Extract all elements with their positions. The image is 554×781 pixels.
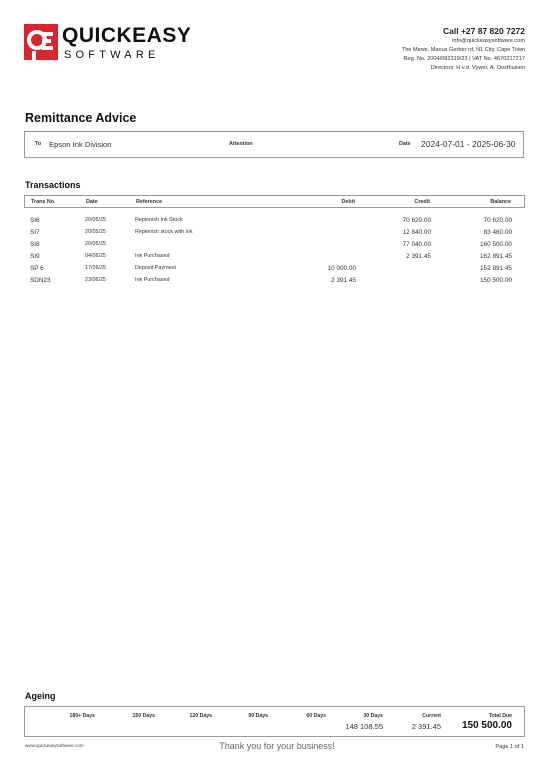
ageing-summary [24, 706, 525, 737]
logo-mark-icon [24, 24, 58, 60]
trans-date: 04/06/25 [85, 253, 106, 259]
trans-reference: Deposit Payment [135, 265, 177, 271]
company-address: The Mews, Manus Gerber rd, N1 City, Cape Town [401, 47, 525, 53]
ageing-60-days [306, 712, 326, 722]
col-date: Date [86, 199, 98, 205]
table-row [24, 214, 525, 226]
trans-no: SI6 [30, 217, 40, 224]
transactions-header-row [24, 195, 525, 208]
ageing-180-days [69, 712, 95, 722]
to-label: To [35, 141, 42, 147]
table-row [24, 250, 525, 262]
trans-debit: 10 000.00 [327, 265, 356, 272]
trans-balance: 70 620.00 [483, 217, 512, 224]
trans-date: 20/05/25 [85, 217, 106, 223]
trans-balance: 160 500.00 [480, 241, 512, 248]
table-row [24, 226, 525, 238]
ageing-150-days [133, 712, 156, 722]
company-email: info@quickeasysoftware.com [452, 38, 525, 44]
ageing-label: Current [422, 713, 441, 719]
ageing-label: 120 Days [189, 713, 212, 719]
ageing-label: 30 Days [363, 713, 383, 719]
document-title: Remittance Advice [25, 111, 137, 125]
ageing-label: 60 Days [306, 713, 326, 719]
ageing-90-days [248, 712, 268, 722]
col-reference: Reference [136, 199, 163, 205]
trans-balance: 83 460.00 [483, 229, 512, 236]
table-row [24, 238, 525, 250]
trans-no: SP 6 [30, 265, 44, 272]
trans-reference: Replenish Ink Stock [135, 217, 183, 223]
company-phone: Call +27 87 820 7272 [443, 26, 525, 36]
recipient-box [24, 131, 524, 158]
col-balance: Balance [490, 199, 511, 205]
company-directors: Directors: H v.d. Vywer, A. Oosthuisen [430, 65, 525, 71]
trans-credit: 12 840.00 [402, 229, 431, 236]
ageing-value: 148 108.55 [345, 722, 383, 731]
trans-balance: 152 891.45 [480, 265, 512, 272]
logo-text-secondary: SOFTWARE [64, 49, 160, 61]
footer-thanks: Thank you for your business! [219, 741, 335, 751]
trans-credit: 77 040.00 [402, 241, 431, 248]
col-credit: Credit [414, 199, 430, 205]
trans-credit: 70 620.00 [402, 217, 431, 224]
ageing-value: 2 391.45 [411, 722, 441, 731]
trans-date: 23/06/25 [85, 277, 106, 283]
trans-no: SDN23 [30, 277, 51, 284]
ageing-heading: Ageing [25, 691, 56, 701]
ageing-label: 90 Days [248, 713, 268, 719]
transactions-heading: Transactions [25, 180, 81, 190]
col-trans-no: Trans No. [31, 199, 56, 205]
ageing-label: 180+ Days [69, 713, 95, 719]
trans-no: SI8 [30, 241, 40, 248]
attention-label: Attention [229, 141, 253, 147]
to-value: Epson Ink Division [49, 140, 112, 149]
trans-credit: 2 391.45 [406, 253, 431, 260]
ageing-label: Total Due [488, 713, 512, 719]
table-row [24, 262, 525, 274]
trans-date: 20/05/25 [85, 241, 106, 247]
trans-debit: 2 391.45 [331, 277, 356, 284]
ageing-total-due [462, 712, 512, 732]
table-row [24, 274, 525, 286]
logo-text-primary: QUICKEASY [62, 24, 192, 47]
footer-website: www.quickeasysoftware.com [25, 743, 84, 748]
ageing-120-days [190, 712, 213, 722]
trans-no: SI9 [30, 253, 40, 260]
transactions-table [24, 195, 525, 286]
ageing-label: 150 Days [132, 713, 155, 719]
date-label: Date [399, 141, 411, 147]
company-logo [24, 24, 194, 64]
company-contact [402, 26, 525, 73]
ageing-current [412, 712, 441, 732]
trans-reference: Ink Purchased [135, 277, 170, 283]
company-registration: Reg. No. 2004/082319/23 | VAT No. 4670217217 [403, 56, 525, 62]
ageing-30-days [345, 712, 383, 732]
trans-date: 17/06/25 [85, 265, 106, 271]
footer-page-number: Page 1 of 1 [495, 744, 524, 750]
trans-date: 20/05/25 [85, 229, 106, 235]
date-range-value: 2024-07-01 - 2025-06-30 [421, 139, 516, 149]
col-debit: Debit [341, 199, 355, 205]
trans-reference: Ink Purchased [135, 253, 170, 259]
trans-balance: 162 891.45 [480, 253, 512, 260]
trans-balance: 150 500.00 [480, 277, 512, 284]
trans-no: SI7 [30, 229, 40, 236]
total-due-value: 150 500.00 [461, 720, 512, 731]
trans-reference: Replenish stock with ink [135, 229, 193, 235]
